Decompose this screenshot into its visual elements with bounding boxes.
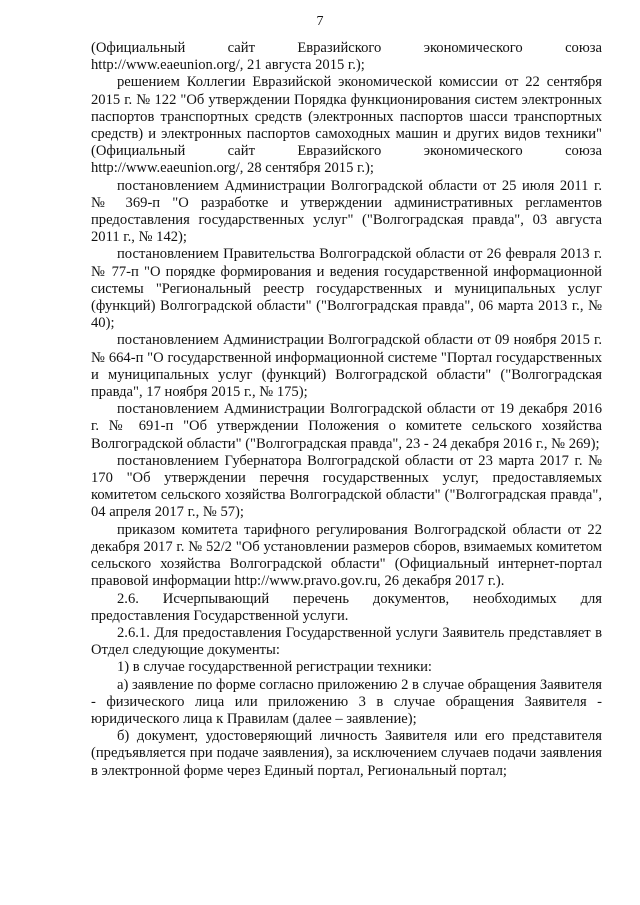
paragraph-governor-170: постановлением Губернатора Волгоградской области от 23 марта 2017 г. № 170 "Об утверждении перечня государственных услуг, предоставляемых комитетом сельского хозяйства Волгоградской области" ("Волгоградская правда", 04 апреля 2017 г., № 57); (91, 452, 602, 521)
section-2-6-heading: 2.6. Исчерпывающий перечень документов, необходимых для предоставления Государственной услуги. (91, 590, 602, 624)
paragraph-eec-decision-122: решением Коллегии Евразийской экономической комиссии от 22 сентября 2015 г. № 122 "Об утверждении Порядка функционирования систем электронных паспортов транспортных средств (электронных паспортов шасси транспортных средств) и электронных паспортов самоходных машин и других видов техники" (Официальный сайт Евразийского экономического союза http://www.eaeunion.org/, 28 сентября 2015 г.); (91, 74, 602, 177)
paragraph-resolution-664p: постановлением Администрации Волгоградской области от 09 ноября 2015 г. № 664-п "О государственной информационной системе "Портал государственных и муниципальных услуг (функций) Волгоградской области" ("Волгоградская правда", 17 ноября 2015 г., № 175); (91, 332, 602, 401)
section-2-6-1: 2.6.1. Для предоставления Государственной услуги Заявитель представляет в Отдел следующие документы: (91, 624, 602, 659)
document-body (91, 40, 602, 780)
page-number: 7 (316, 14, 324, 29)
paragraph-resolution-77p: постановлением Правительства Волгоградской области от 26 февраля 2013 г. № 77-п "О порядке формирования и ведения государственной информационной системы "Региональный реестр государственных и муниципальных услуг (функций) Волгоградской области" ("Волгоградская правда", 06 марта 2013 г., № 40); (91, 246, 602, 332)
list-item-b: б) документ, удостоверяющий личность Заявителя или его представителя (предъявляется при подаче заявления), за исключением случаев подачи заявления в электронной форме через Единый портал, Региональный портал; (91, 728, 602, 779)
paragraph-eaeu-source: (Официальный сайт Евразийского экономического союза http://www.eaeunion.org/, 21 августа 2015 г.); (91, 40, 602, 74)
paragraph-resolution-691p: постановлением Администрации Волгоградской области от 19 декабря 2016 г. № 691-п "Об утверждении Положения о комитете сельского хозяйства Волгоградской области" ("Волгоградская правда", 23 - 24 декабря 2016 г., № 269); (91, 401, 602, 452)
list-item-a: а) заявление по форме согласно приложению 2 в случае обращения Заявителя - физического лица или приложению 3 в случае обращения Заявителя - юридического лица к Правилам (далее – заявление); (91, 676, 602, 727)
list-item-1: 1) в случае государственной регистрации техники: (117, 659, 432, 676)
paragraph-resolution-369p: постановлением Администрации Волгоградской области от 25 июля 2011 г. № 369-п "О разработке и утверждении административных регламентов предоставления государственных услуг" ("Волгоградская правда", 03 августа 2011 г., № 142); (91, 177, 602, 246)
paragraph-order-52-2: приказом комитета тарифного регулирования Волгоградской области от 22 декабря 2017 г. № 52/2 "Об установлении размеров сборов, взимаемых комитетом сельского хозяйства Волгоградской области" (Официальный интернет-портал правовой информации http://www.pravo.gov.ru, 26 декабря 2017 г.). (91, 521, 602, 590)
